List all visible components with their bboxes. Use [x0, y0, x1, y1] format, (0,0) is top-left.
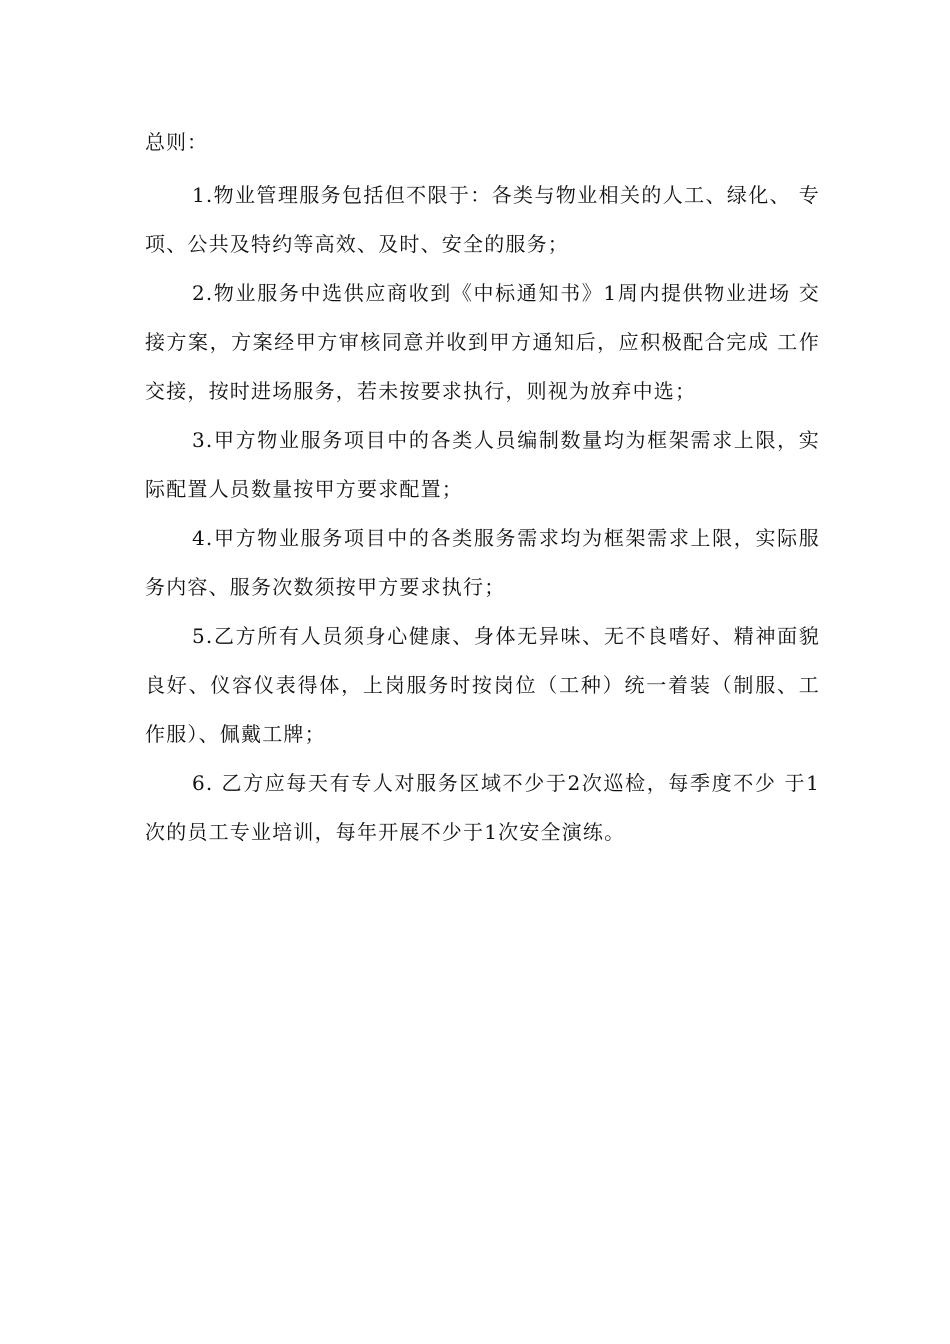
- section-heading: 总则：: [145, 130, 208, 154]
- document-body: [145, 122, 820, 857]
- paragraph-6: 6. 乙方应每天有专人对服务区域不少于2次巡检，每季度不少 于1次的员工专业培训，每年开展不少于1次安全演练。: [145, 771, 820, 844]
- paragraph-1: 1.物业管理服务包括但不限于：各类与物业相关的人工、绿化、 专项、公共及特约等高效、及时、安全的服务；: [145, 183, 820, 256]
- paragraph-3: 3.甲方物业服务项目中的各类人员编制数量均为框架需求上限，实际配置人员数量按甲方要求配置；: [145, 428, 820, 501]
- paragraph-5: 5.乙方所有人员须身心健康、身体无异味、无不良嗜好、精神面貌良好、仪容仪表得体，上岗服务时按岗位（工种）统一着装（制服、工作服）、佩戴工牌；: [145, 624, 820, 746]
- paragraph-2: 2.物业服务中选供应商收到《中标通知书》1周内提供物业进场 交接方案，方案经甲方审核同意并收到甲方通知后，应积极配合完成 工作交接，按时进场服务，若未按要求执行，则视为放弃中选；: [145, 281, 820, 403]
- paragraph-4: 4.甲方物业服务项目中的各类服务需求均为框架需求上限，实际服务内容、服务次数须按甲方要求执行；: [145, 526, 820, 599]
